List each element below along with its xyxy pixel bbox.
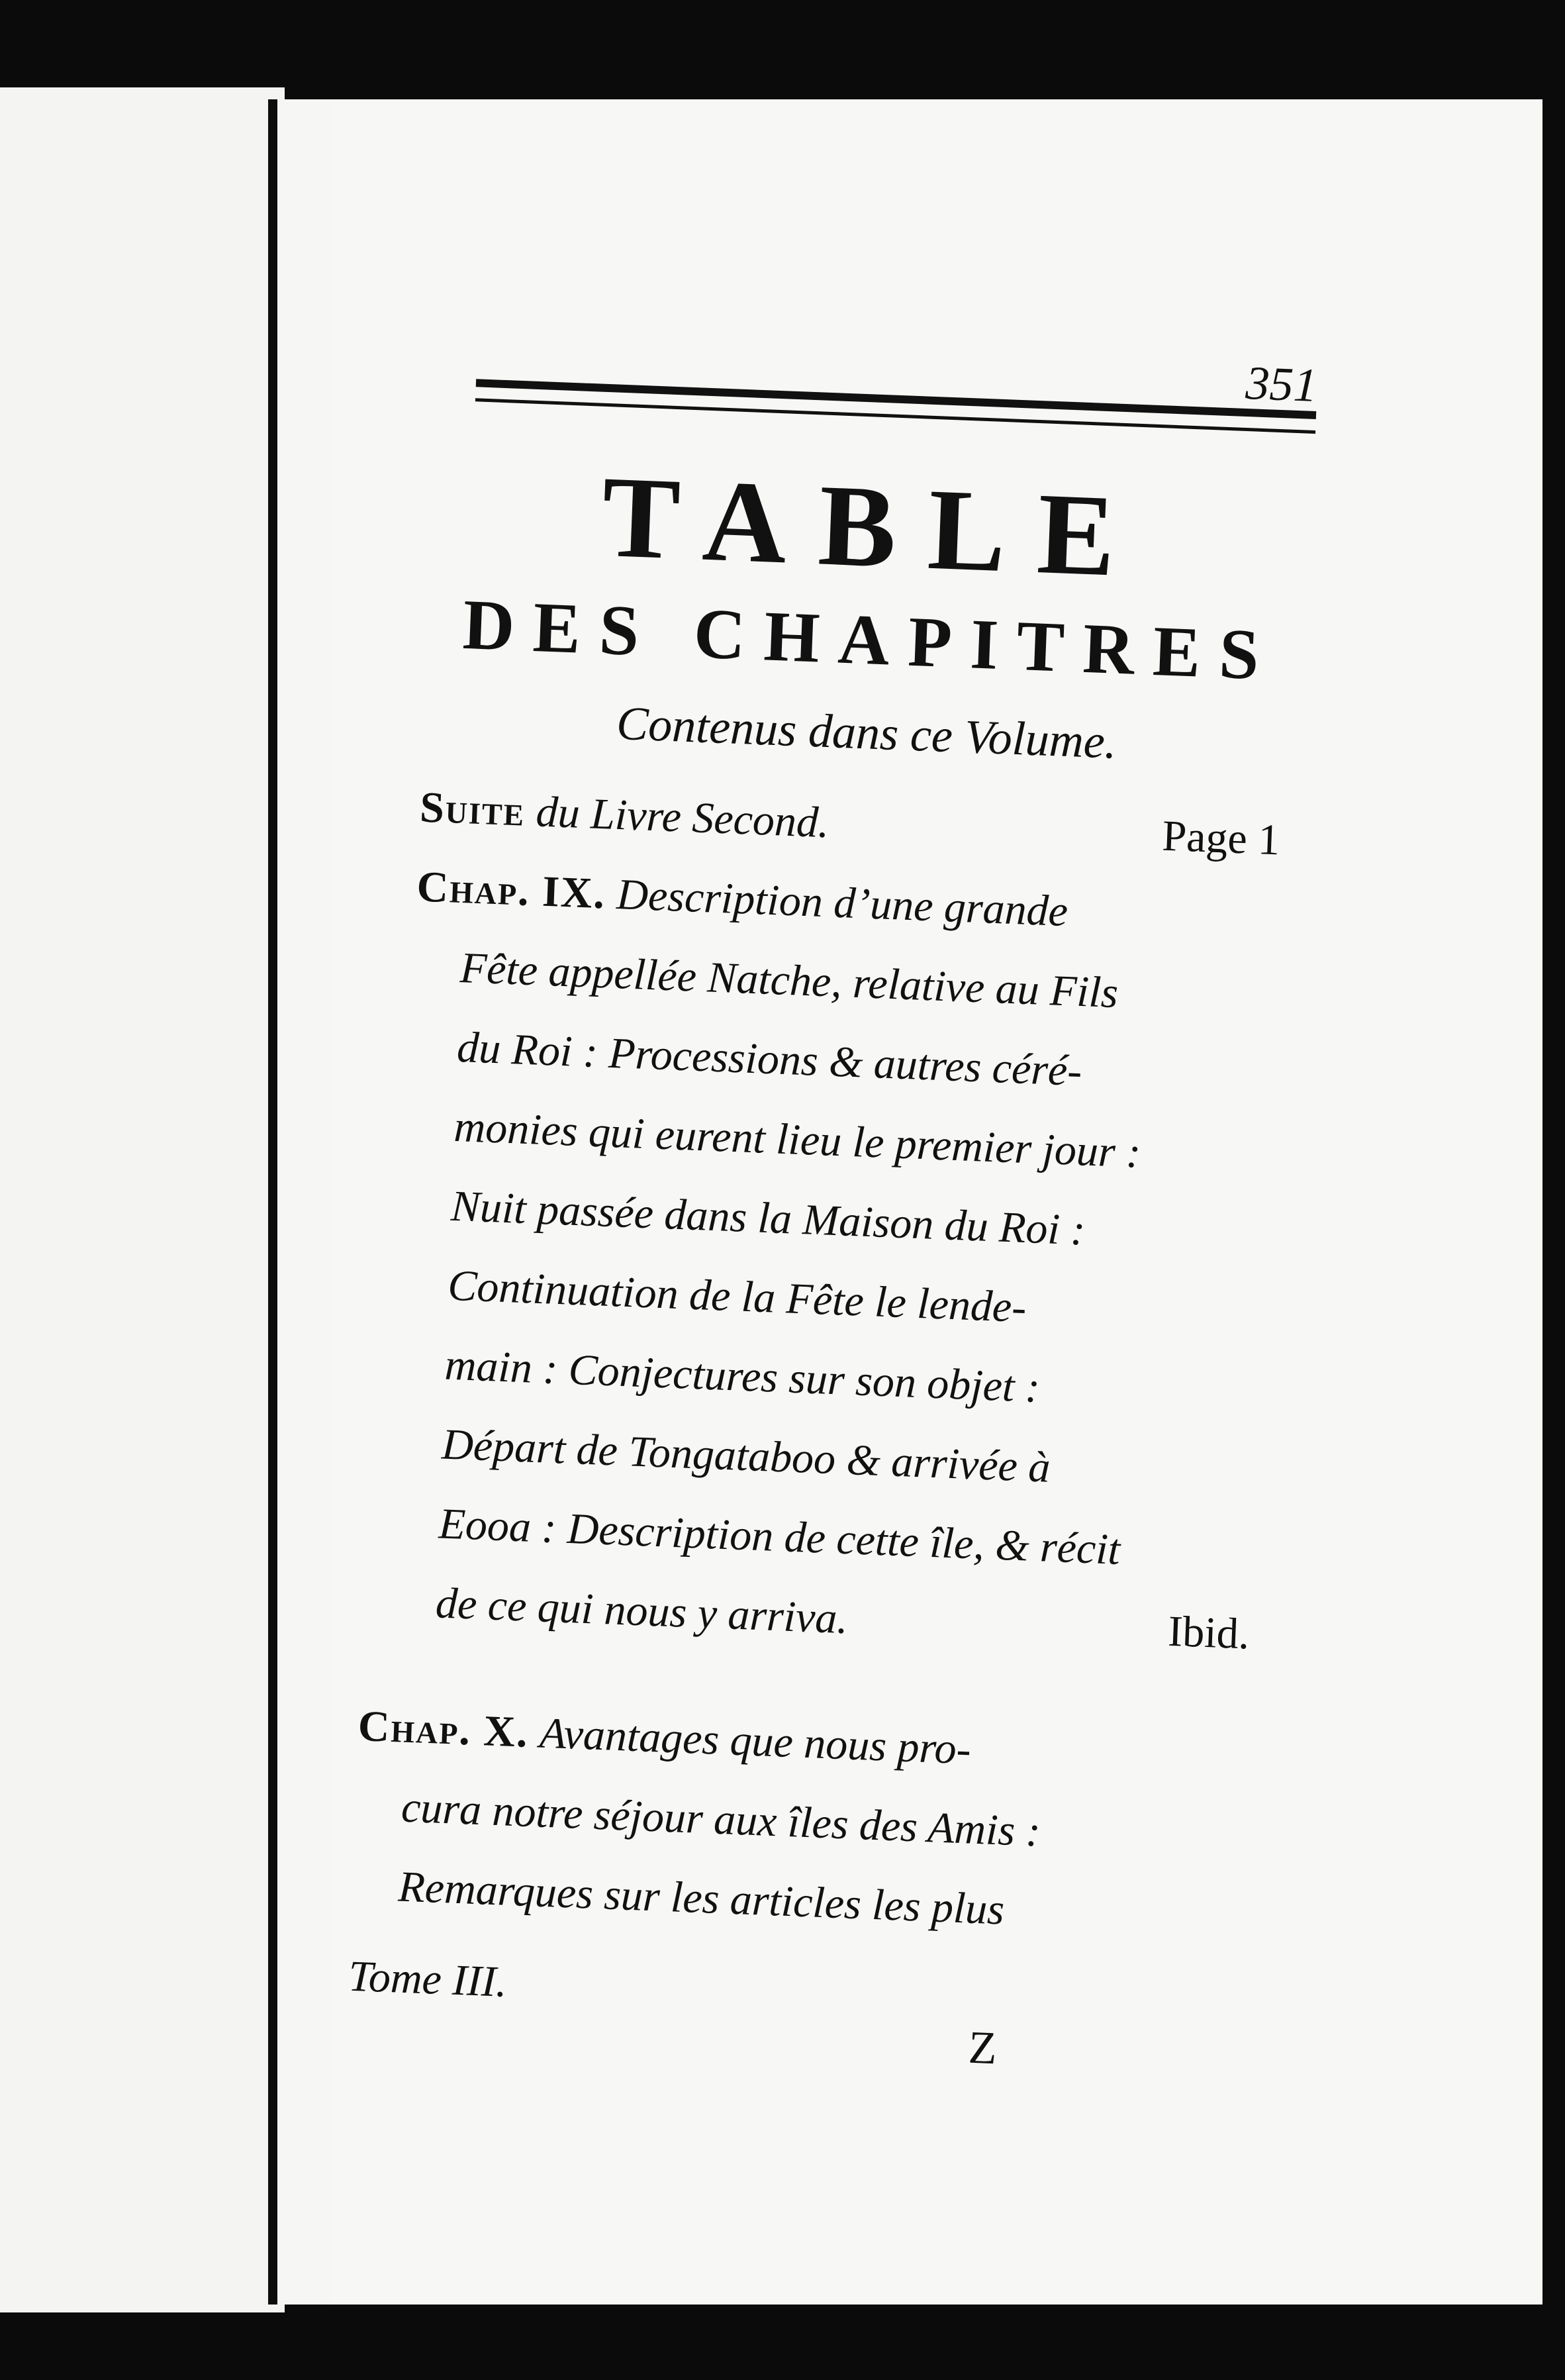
entry-line: du Roi : Processions & autres céré-	[456, 1022, 1083, 1096]
page-number: 351	[1245, 356, 1319, 413]
entry-line: Eooa : Description de cette île, & récit	[438, 1499, 1121, 1574]
entry-line: Remarques sur les articles les plus	[397, 1862, 1006, 1934]
entry-lead: Chap. X.	[357, 1701, 530, 1757]
entry-lead: Suite	[418, 783, 526, 836]
signature-mark: Z	[967, 2022, 998, 2075]
page-title: TABLE	[599, 452, 1150, 603]
entry-line: main : Conjectures sur son objet :	[444, 1340, 1041, 1413]
entry-text: du Livre Second.	[524, 787, 830, 848]
entry-line: Avantages que nous pro-	[538, 1709, 972, 1774]
toc-entry-chap-9	[388, 847, 1278, 1674]
entry-lead: Chap. IX.	[416, 862, 607, 918]
page-content	[348, 356, 1323, 2075]
entry-line: Description d’une grande	[616, 870, 1069, 936]
entry-page: Ibid.	[1167, 1607, 1251, 1659]
toc-entry-chap-10	[350, 1687, 1219, 1958]
entry-page: Page 1	[1161, 811, 1281, 865]
entry-line: cura notre séjour aux îles des Amis :	[400, 1783, 1042, 1856]
volume-label: Tome III.	[348, 1952, 508, 2007]
left-page	[0, 87, 285, 2312]
page-subtitle-secondary: Contenus dans ce Volume.	[615, 696, 1118, 769]
entry-line: Continuation de la Fête le lende-	[447, 1261, 1027, 1332]
page-subtitle: DES CHAPITRES	[461, 585, 1279, 696]
entry-line: monies qui eurent lieu le premier jour :	[453, 1102, 1142, 1177]
entry-line: Nuit passée dans la Maison du Roi :	[450, 1181, 1086, 1255]
entry-line: Fête appellée Natche, relative au Fils	[459, 944, 1119, 1018]
entry-line: de ce qui nous y arriva.	[434, 1579, 849, 1644]
entry-line: Départ de Tongataboo & arrivée à	[440, 1420, 1051, 1492]
